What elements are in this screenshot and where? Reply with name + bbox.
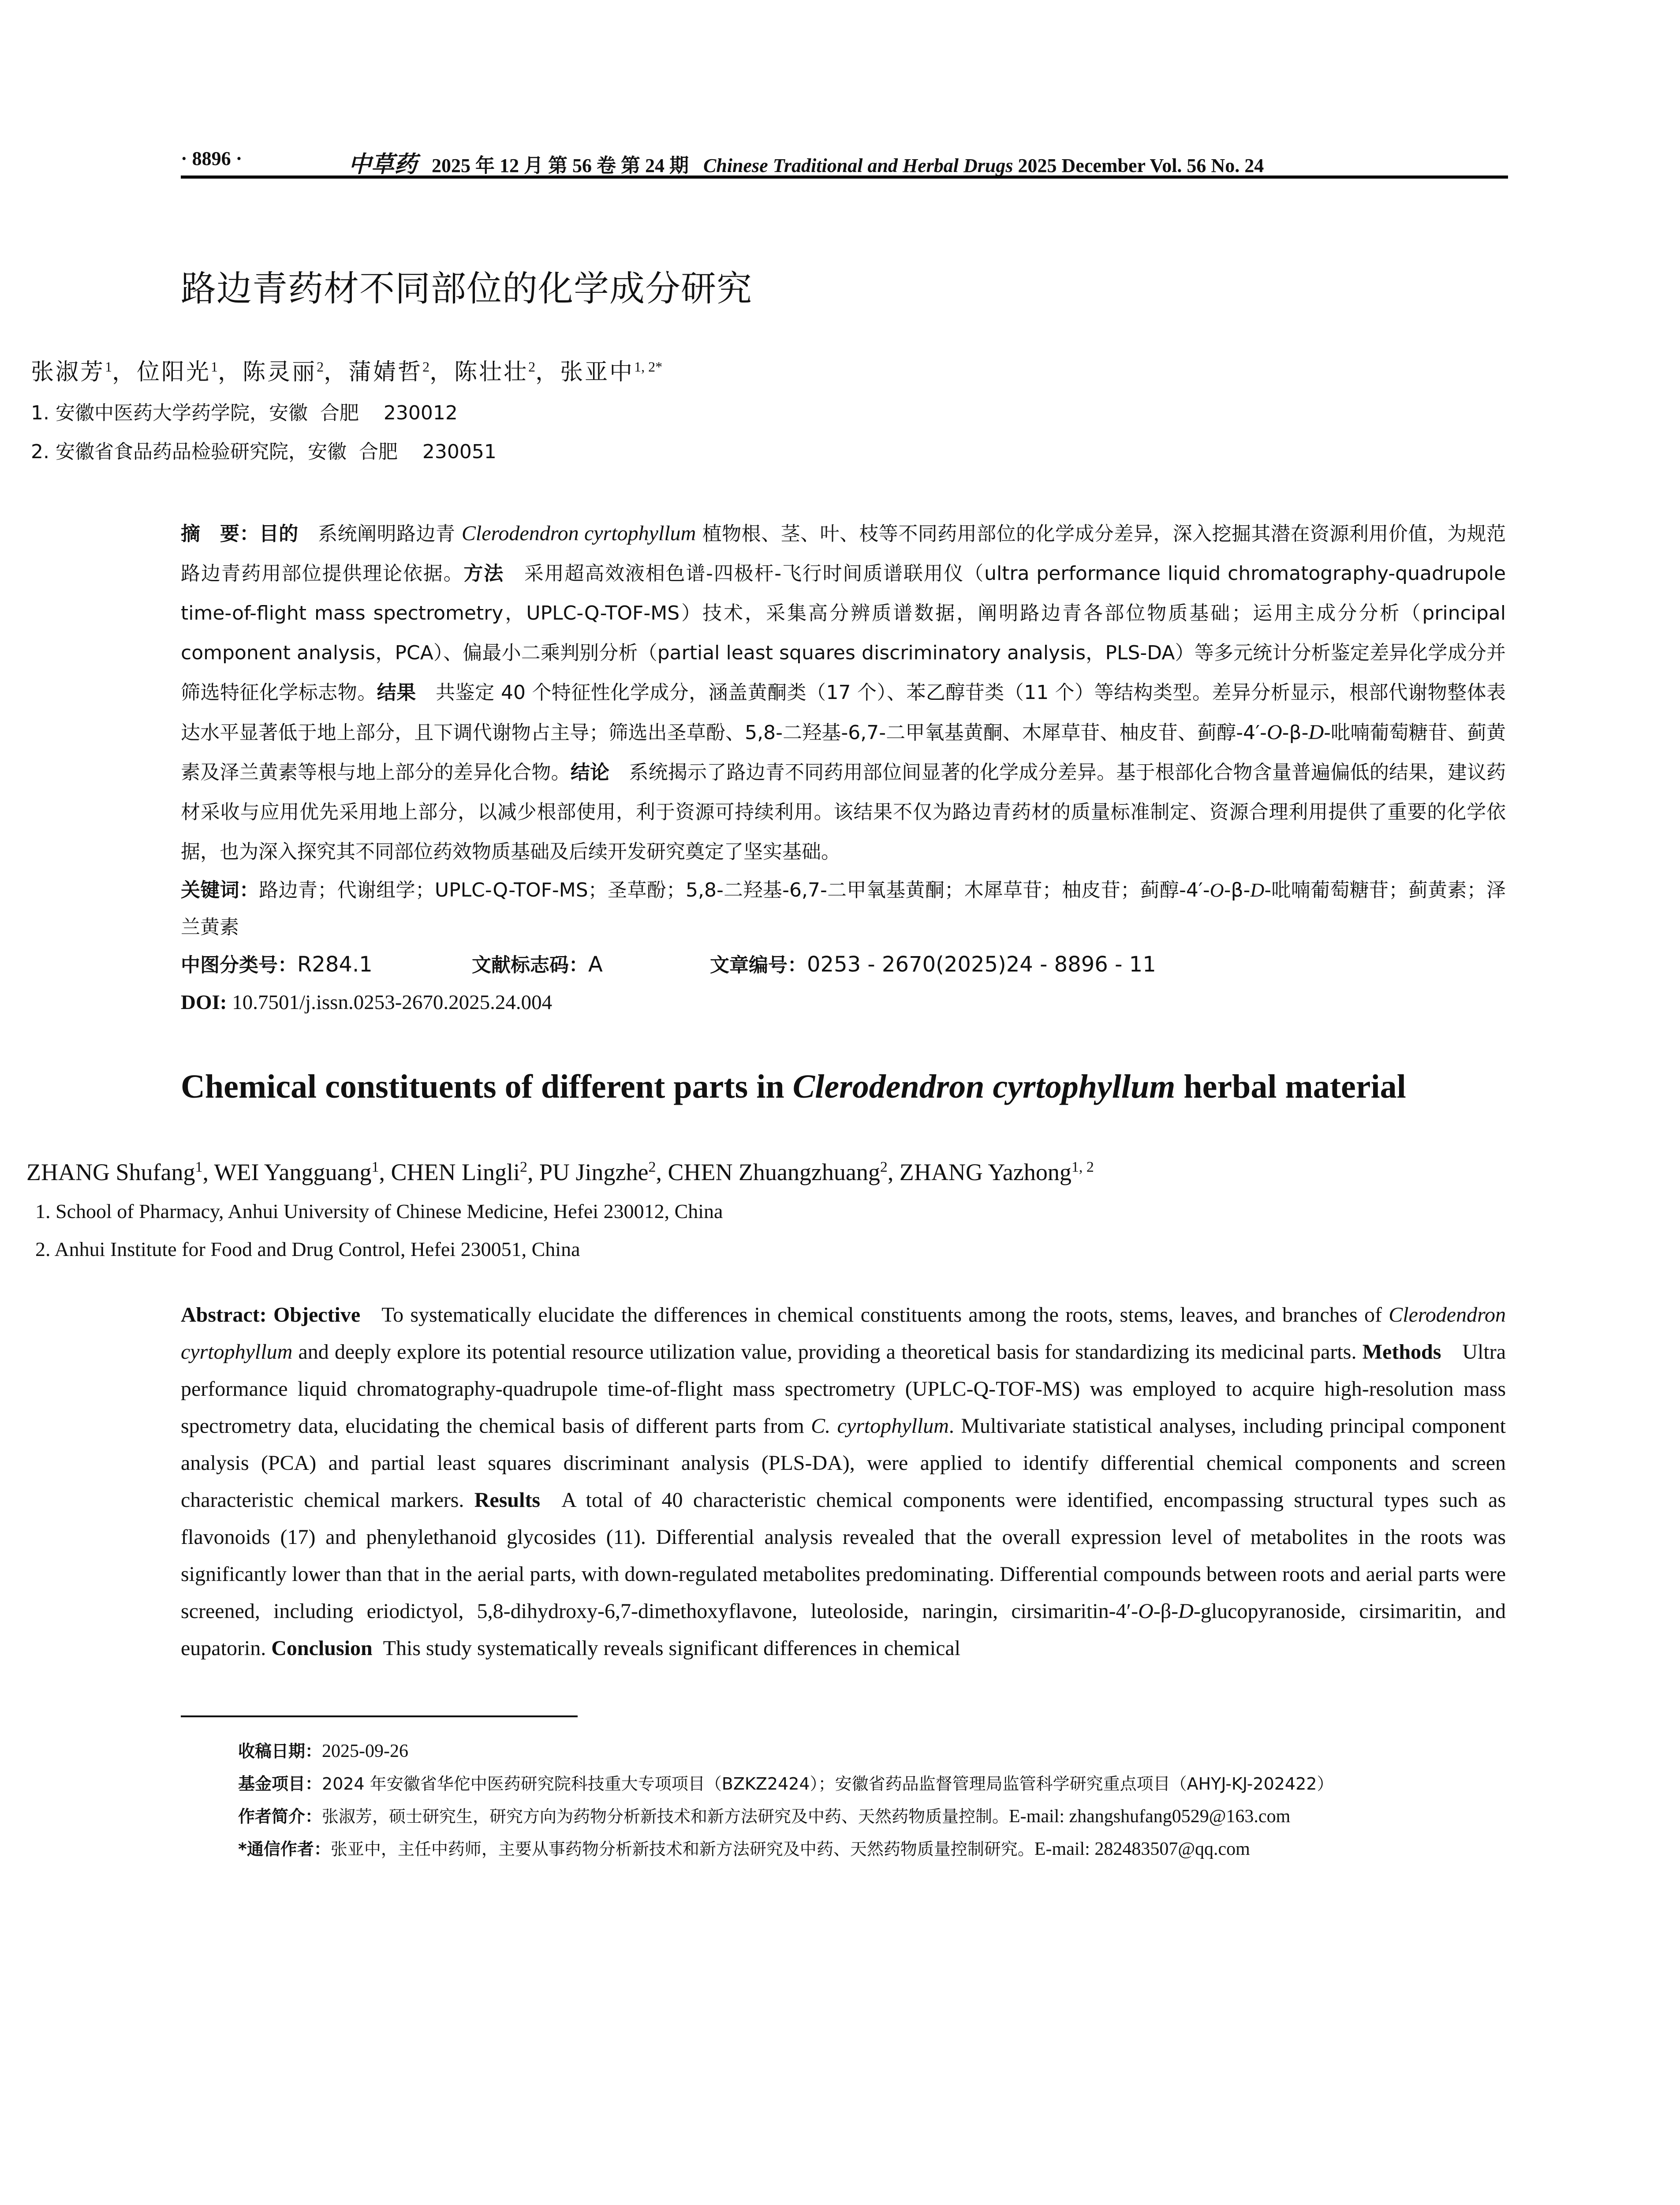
footnote-author-bio: 作者简介：张淑芳，硕士研究生，研究方向为药物分析新技术和新方法研究及中药、天然药物质量控制。E-mail: zhangshufang0529@163.com — [238, 1806, 1291, 1827]
cn-results-label: 结果 — [377, 681, 416, 704]
beta-text: -β- — [1282, 721, 1309, 744]
issue-cn: 2025 年 12 月 第 56 卷 第 24 期 — [432, 155, 689, 176]
cn-keywords-text: 路边青；代谢组学；UPLC-Q-TOF-MS；圣草酚；5,8-二羟基-6,7-二甲氧基黄酮；木犀草苷；柚皮苷；蓟醇-4′- — [259, 879, 1210, 902]
en-results-text-cont: -glucopyranoside, cirsimaritin, and eupatorin. — [181, 1600, 1506, 1660]
doi — [181, 984, 1506, 1021]
clc-code: 中图分类号：R284.1 — [181, 952, 373, 977]
en-author: WEI Yangguang$^1$, — [214, 1159, 391, 1186]
author-email[interactable]: E-mail: zhangshufang0529@163.com — [1009, 1806, 1291, 1827]
cn-author: 陈壮壮$^2$， — [454, 359, 560, 386]
en-methods-label: Methods — [1362, 1340, 1441, 1364]
italic-d: D — [1178, 1600, 1194, 1623]
cn-methods-label: 方法 — [463, 562, 504, 585]
page-number: · 8896 · — [181, 148, 243, 169]
document-code: 文献标志码：A — [472, 952, 603, 977]
italic-d: D — [1308, 721, 1324, 744]
cn-author: 位阳光$^1$， — [137, 359, 243, 386]
cn-author: 张亚中$^{1, 2*}$ — [560, 359, 663, 386]
en-results-label: Results — [474, 1488, 541, 1512]
article-number: 文章编号：0253 - 2670(2025)24 - 8896 - 11 — [710, 952, 1156, 977]
cn-author: 蒲婧哲$^2$， — [348, 359, 455, 386]
italic-o: O — [1266, 721, 1282, 744]
cn-keywords-text-cont: -吡喃葡萄糖苷；蓟黄素；泽兰黄素 — [181, 879, 1506, 939]
cn-affiliation-1: 1. 安徽中医药大学药学院，安徽 合肥 230012 — [31, 402, 458, 425]
italic-o: O — [1210, 879, 1224, 901]
doi-value[interactable]: 10.7501/j.issn.0253-2670.2025.24.004 — [232, 991, 553, 1014]
cn-abstract-label: 摘 要： — [181, 523, 259, 546]
en-affiliation-2: 2. Anhui Institute for Food and Drug Control, Hefei 230051, China — [35, 1238, 580, 1261]
cn-conclusion-label: 结论 — [570, 761, 610, 784]
cn-objective-text: 系统阐明路边青 — [317, 523, 462, 546]
en-methods-text-cont: . Multivariate statistical analyses, including principal component analysis (PCA) and partial least squares discriminant analysis (PLS-DA), were applied to identify differential chemical components and screen characteristic chemical markers. — [181, 1414, 1506, 1512]
en-affiliation-1: 1. School of Pharmacy, Anhui University of Chinese Medicine, Hefei 230012, China — [35, 1200, 723, 1223]
cn-abstract — [181, 514, 1506, 872]
en-abstract-label: Abstract: — [181, 1303, 267, 1327]
en-objective-text-cont: and deeply explore its potential resource utilization value, providing a theoretical basis for standardizing its medicinal parts. — [292, 1340, 1357, 1364]
cn-keywords-label: 关键词： — [181, 879, 259, 902]
beta-text: -β- — [1153, 1600, 1179, 1623]
cn-results-text-cont: -吡喃葡萄糖苷、蓟黄素及泽兰黄素等根与地上部分的差异化合物。 — [181, 721, 1506, 784]
classification-line — [181, 946, 1506, 984]
cn-author-list — [31, 351, 1356, 388]
en-methods-text: Ultra performance liquid chromatography-quadrupole time-of-flight mass spectrometry (UPLC-Q-TOF-MS) was employed to acquire high-resolution mass spectrometry data, elucidating the chemical basis of different parts from — [181, 1340, 1506, 1438]
cn-objective-label: 目的 — [259, 523, 299, 546]
en-objective-text: To systematically elucidate the differences in chemical constituents among the roots, stems, leaves, and branches of — [381, 1303, 1389, 1327]
species-name: Clerodendron cyrtophyllum — [461, 522, 696, 546]
en-conclusion-label: Conclusion — [271, 1637, 373, 1660]
species-abbrev: C. cyrtophyllum — [811, 1414, 949, 1438]
cn-keywords — [181, 872, 1506, 946]
cn-results-text: 共鉴定 40 个特征性化学成分，涵盖黄酮类（17 个）、苯乙醇苷类（11 个）等结构类型。差异分析显示，根部代谢物整体表达水平显著低于地上部分，且下调代谢物占主导；筛选出圣草酚、5,8-二羟基-6,7-二甲氧基黄酮、木犀草苷、柚皮苷、蓟醇-4′- — [181, 681, 1506, 744]
running-header — [181, 142, 1508, 178]
species-name: Clerodendron cyrtophyllum — [181, 1303, 1506, 1364]
en-author: CHEN Zhuangzhuang$^2$, — [668, 1159, 900, 1186]
journal-citation — [348, 146, 1264, 179]
en-author-list — [26, 1151, 1351, 1188]
species-name: Clerodendron cyrtophyllum — [792, 1068, 1176, 1106]
en-author: CHEN Lingli$^2$, — [391, 1159, 539, 1186]
cn-conclusion-text: 系统揭示了路边青不同药用部位间显著的化学成分差异。基于根部化合物含量普遍偏低的结果，建议药材采收与应用优先采用地上部分，以减少根部使用，利于资源可持续利用。该结果不仅为路边青药材的质量标准制定、资源合理利用提供了重要的化学依据，也为深入探究其不同部位药效物质基础及后续开发研究奠定了坚实基础。 — [181, 761, 1506, 863]
en-title: Chemical constituents of different parts in Clerodendron cyrtophyllum herbal material — [181, 1068, 1406, 1106]
issue-en: 2025 December Vol. 56 No. 24 — [1018, 155, 1264, 176]
journal-logo: 中草药 — [348, 151, 418, 178]
journal-name-en: Chinese Traditional and Herbal Drugs — [703, 155, 1013, 176]
cn-objective-text-cont: 植物根、茎、叶、枝等不同药用部位的化学成分差异，深入挖掘其潜在资源利用价值，为规范路边青药用部位提供理论依据。 — [181, 523, 1506, 585]
footnote-rule — [181, 1715, 578, 1717]
footnote-received: 收稿日期：2025-09-26 — [238, 1741, 408, 1762]
corresponding-email[interactable]: E-mail: 282483507@qq.com — [1034, 1839, 1250, 1860]
en-author: ZHANG Shufang$^1$, — [26, 1159, 214, 1186]
beta-text: -β- — [1224, 879, 1251, 902]
en-objective-label: Objective — [273, 1303, 361, 1327]
italic-o: O — [1138, 1600, 1154, 1623]
footnotes — [181, 1735, 1506, 1865]
footnote-corresponding: *通信作者：张亚中，主任中药师，主要从事药物分析新技术和新方法研究及中药、天然药物质量控制研究。E-mail: 282483507@qq.com — [238, 1839, 1250, 1860]
footnote-funding: 基金项目：2024 年安徽省华佗中医药研究院科技重大专项项目（BZKZ2424）；安徽省药品监督管理局监管科学研究重点项目（AHYJ-KJ-202422） — [238, 1774, 1334, 1794]
cn-author: 陈灵丽$^2$， — [243, 359, 349, 386]
cn-methods-text: 采用超高效液相色谱-四极杆-飞行时间质谱联用仪（ultra performance liquid chromatography-quadrupole time-of-flight mass spectrometry，UPLC-Q-TOF-MS）技术，采集高分辨质谱数据，阐明路边青各部位物质基础；运用主成分分析（principal component analysis，PCA）、偏最小二乘判别分析（partial least squares discriminatory analysis，PLS-DA）等多元统计分析鉴定差异化学成分并筛选特征化学标志物。 — [181, 562, 1506, 704]
en-author: ZHANG Yazhong$^{1, 2}$ — [899, 1159, 1094, 1186]
en-results-text: A total of 40 characteristic chemical components were identified, encompassing structural types such as flavonoids (17) and phenylethanoid glycosides (11). Differential analysis revealed that the overall expression level of metabolites in the roots was significantly lower than that in the aerial parts, with down-regulated metabolites predominating. Differential compounds between roots and aerial parts were screened, including eriodictyol, 5,8-dihydroxy-6,7-dimethoxyflavone, luteoloside, naringin, cirsimaritin-4′- — [181, 1488, 1506, 1623]
en-author: PU Jingzhe$^2$, — [539, 1159, 668, 1186]
cn-title: 路边青药材不同部位的化学成分研究 — [181, 268, 752, 309]
doi-label: DOI: — [181, 991, 227, 1014]
cn-author: 张淑芳$^1$， — [31, 359, 137, 386]
italic-d: D — [1250, 879, 1265, 901]
cn-affiliation-2: 2. 安徽省食品药品检验研究院，安徽 合肥 230051 — [31, 441, 497, 463]
en-conclusion-text: This study systematically reveals significant differences in chemical — [383, 1637, 961, 1660]
en-abstract — [181, 1297, 1506, 1667]
